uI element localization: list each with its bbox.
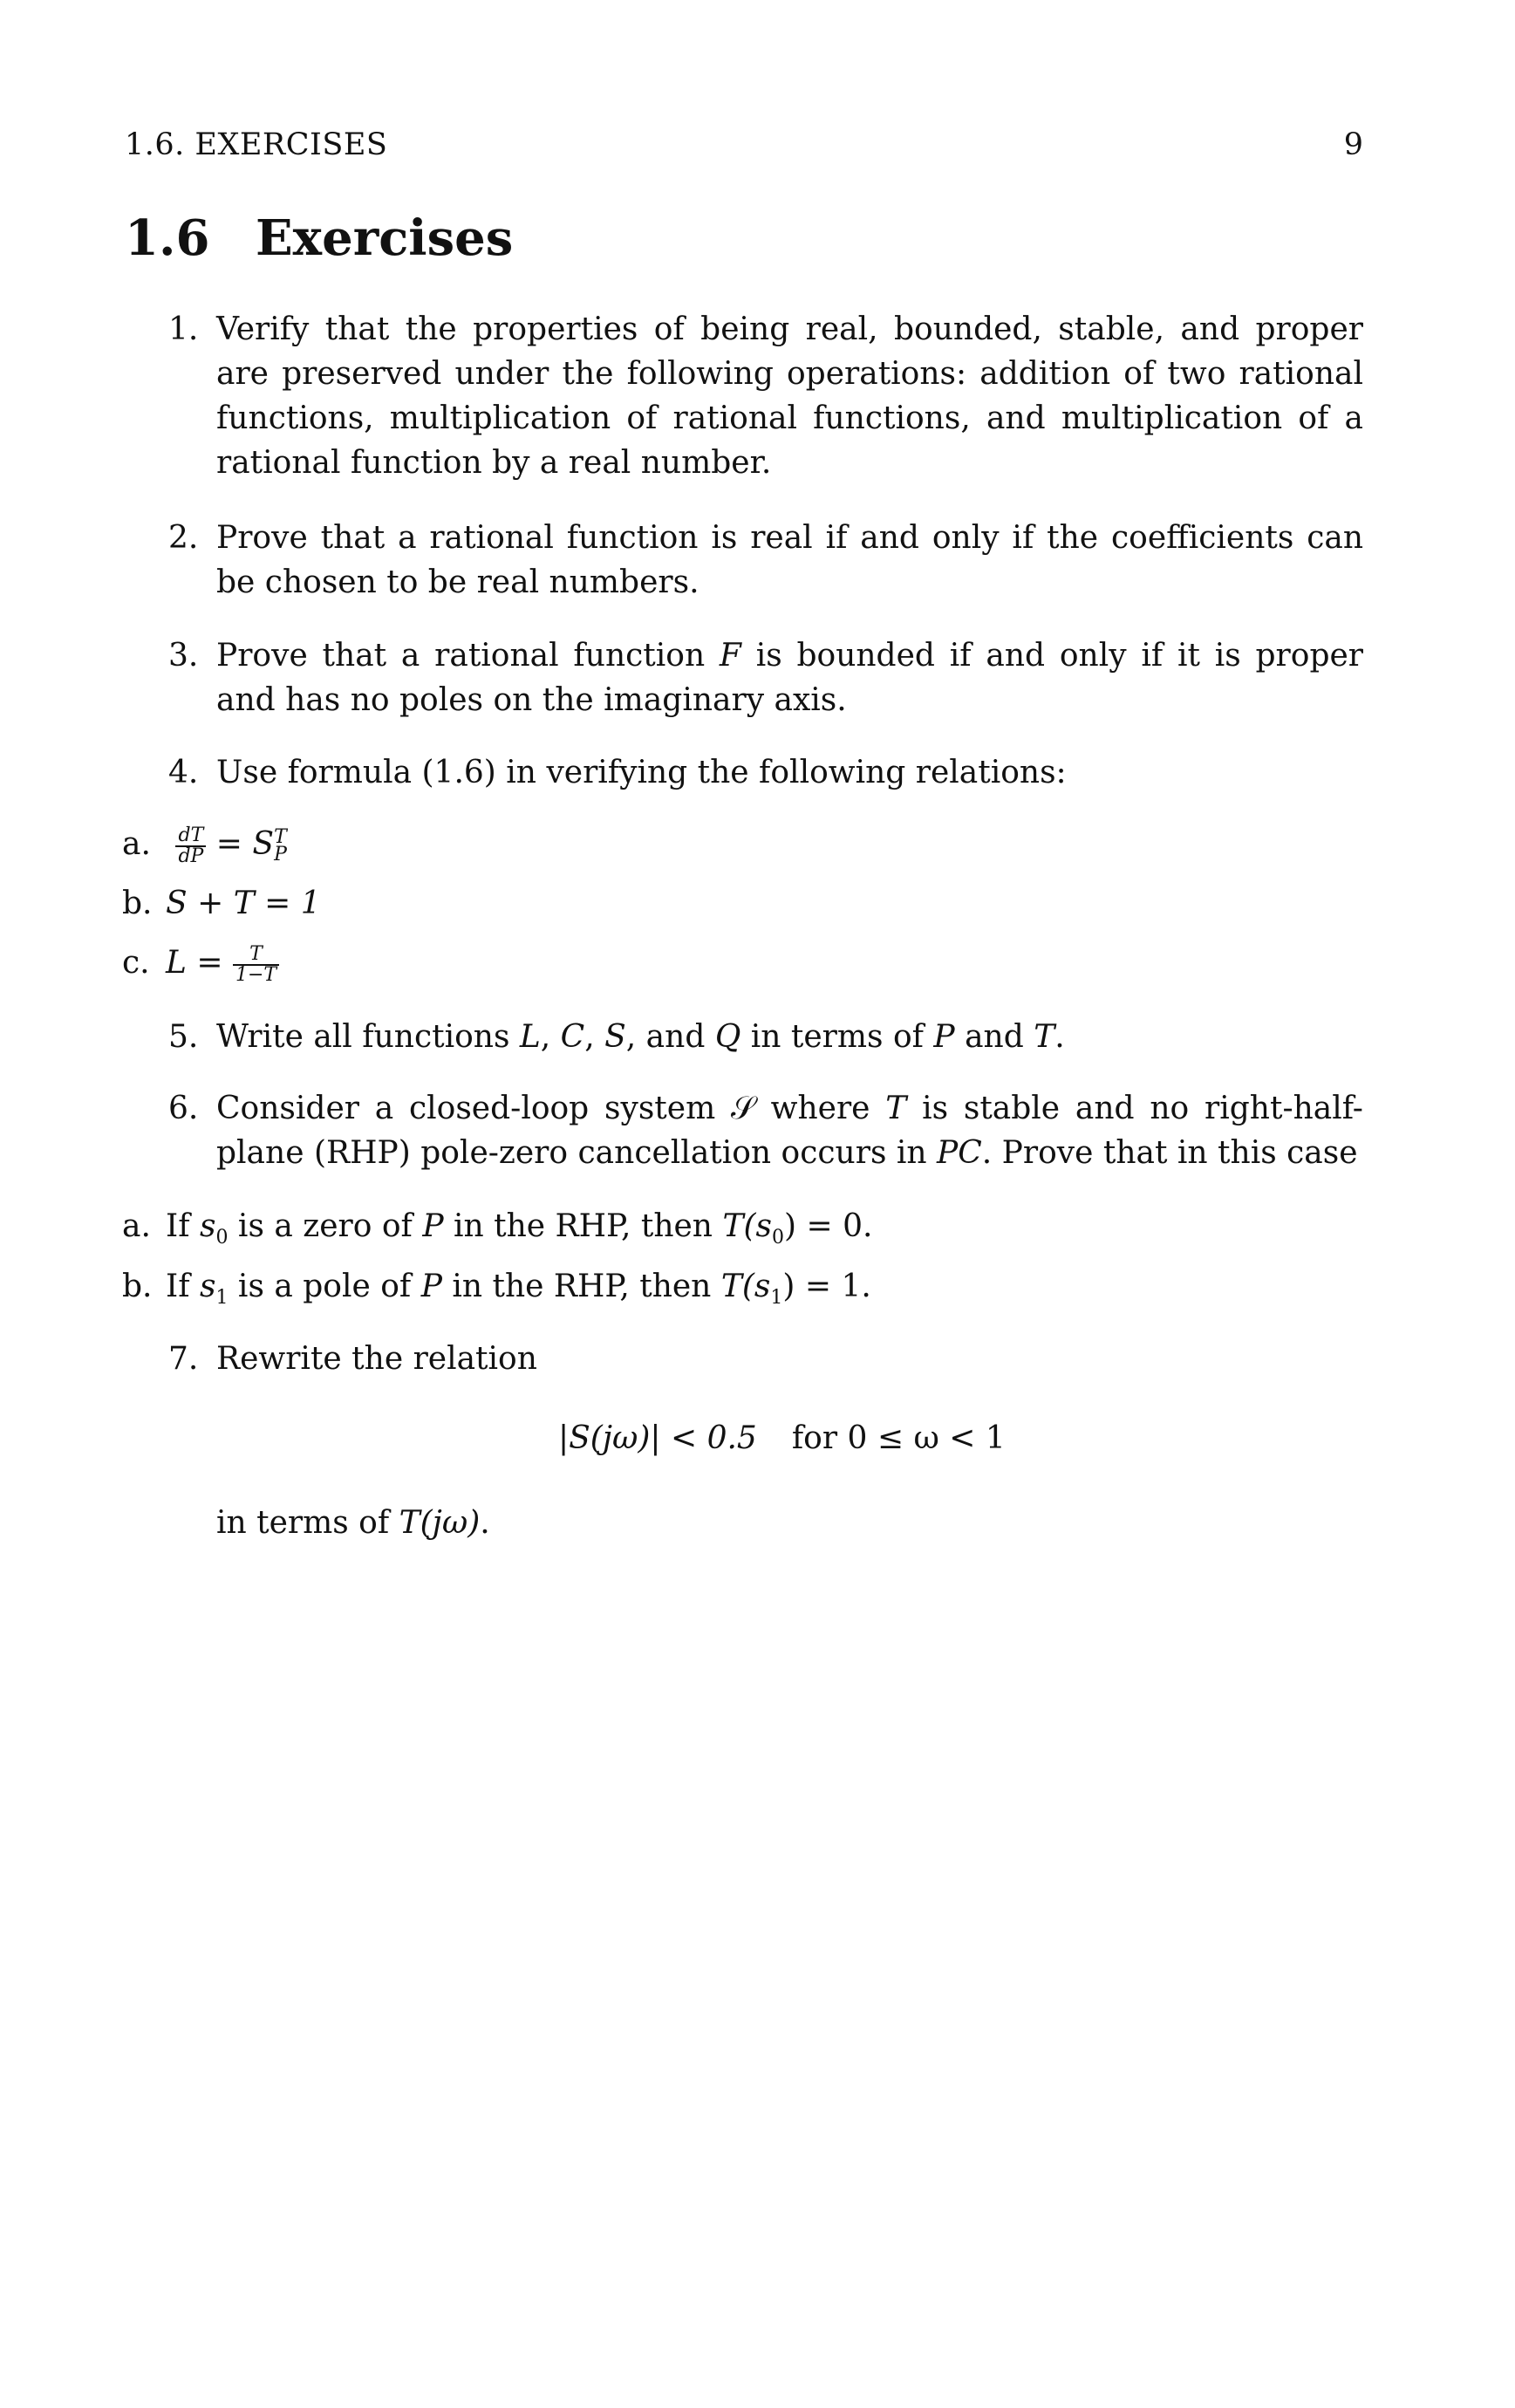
math-var: s [200, 1208, 216, 1244]
section-title: Exercises [256, 209, 514, 267]
exercise-text: Rewrite the relation [216, 1341, 537, 1377]
text-span: . [1054, 1019, 1065, 1055]
item-label: b. [122, 1269, 153, 1304]
denominator: 1−T [235, 964, 277, 986]
text-span: Consider a closed-loop system [216, 1091, 731, 1126]
math-expr: T(jω) [399, 1505, 481, 1541]
math-var: P [422, 1208, 444, 1244]
fraction [175, 826, 206, 866]
section-heading [125, 209, 513, 267]
section-number: 1.6 [125, 209, 210, 267]
item-label: a. [122, 826, 151, 862]
numerator: dT [175, 826, 206, 847]
text-span: Prove that a rational function [216, 638, 720, 674]
denominator: dP [178, 845, 204, 867]
math-var: S [252, 826, 275, 862]
text-span: If [166, 1269, 200, 1304]
exercise-7-tail [216, 1501, 490, 1545]
text-span: is a zero of [228, 1208, 423, 1244]
math-var: S [604, 1019, 626, 1055]
exercise-text [216, 1015, 1363, 1059]
header-section-label: 1.6. EXERCISES [125, 127, 388, 162]
text-span: is a pole of [228, 1269, 421, 1304]
text-span: ) = 0. [783, 1208, 873, 1244]
equals: = [206, 826, 253, 862]
text-span: , and [625, 1019, 715, 1055]
exercise-number: 3. [168, 638, 199, 674]
text-span: Write all functions [216, 1019, 520, 1055]
text-span: in terms of [740, 1019, 934, 1055]
subscript: 0 [771, 1227, 784, 1249]
math-var: Q [714, 1019, 741, 1055]
sup-sub [274, 826, 287, 865]
math-var: 𝒮 [731, 1091, 755, 1126]
superscript: T [274, 826, 287, 848]
math-var: s [200, 1269, 216, 1304]
exercise-text: Prove that a rational function is real if and only if the coefficients can be chosen to be real numbers. [216, 520, 1363, 600]
text-span: in the RHP, then [441, 1269, 721, 1304]
item-label: c. [122, 945, 150, 981]
equation-lhs: |S(jω)| < 0.5 [558, 1420, 757, 1456]
formula: S + T = 1 [166, 886, 321, 921]
subscript: 1 [215, 1287, 229, 1310]
exercise-6-item-b [122, 1264, 871, 1320]
math-var: L [166, 945, 187, 981]
text-span: and [954, 1019, 1034, 1055]
math-var: P [933, 1019, 955, 1055]
exercise-text: Verify that the properties of being real, bounded, stable, and proper are preserved under the following operations: addition of two rational functions, multiplication of rational functions, and multiplication of a rational function by a real number. [216, 311, 1363, 481]
subscript: P [274, 844, 287, 865]
text-span: , [540, 1019, 561, 1055]
text-span: ) = 1. [782, 1269, 871, 1304]
text-span: , [584, 1019, 605, 1055]
math-var: F [719, 638, 741, 674]
text-span: where [754, 1091, 886, 1126]
exercise-4-item-b [122, 881, 321, 926]
subscript: 0 [215, 1227, 229, 1249]
running-header [125, 127, 1363, 171]
exercise-number: 4. [168, 755, 199, 790]
exercise-6-item-a [122, 1204, 872, 1260]
text-span: . [480, 1505, 490, 1541]
text-span: in terms of [216, 1505, 399, 1541]
fraction [233, 945, 279, 985]
text-span: is stable and no right-half-plane (RHP) pole-zero cancellation occurs in [216, 1091, 1363, 1171]
item-label: b. [122, 886, 153, 921]
exercise-text [216, 633, 1363, 722]
math-var: T [885, 1091, 907, 1126]
math-var: C [560, 1019, 585, 1055]
exercise-text [216, 1086, 1363, 1175]
math-var: P [420, 1269, 442, 1304]
exercise-4-item-c [122, 941, 279, 985]
math-var: T [1034, 1019, 1055, 1055]
numerator: T [233, 945, 279, 966]
display-equation [558, 1416, 1006, 1461]
math-expr: T(s [722, 1208, 772, 1244]
equals: = [186, 945, 233, 981]
exercise-text: Use formula (1.6) in verifying the following relations: [216, 755, 1067, 790]
item-label: a. [122, 1208, 151, 1244]
math-var: PC [937, 1135, 982, 1171]
exercise-number: 6. [168, 1091, 199, 1126]
subscript: 1 [770, 1287, 783, 1310]
text-span: . Prove that in this case [981, 1135, 1358, 1171]
exercise-number: 7. [168, 1341, 199, 1377]
exercise-number: 1. [168, 311, 199, 347]
text-span: is bounded if and only if it is proper and has no poles on the imaginary axis. [216, 638, 1363, 718]
exercise-number: 5. [168, 1019, 199, 1055]
math-expr: T(s [720, 1269, 771, 1304]
text-span: in the RHP, then [443, 1208, 723, 1244]
exercise-number: 2. [168, 520, 199, 556]
text-span: If [166, 1208, 200, 1244]
equation-rhs: for 0 ≤ ω < 1 [791, 1420, 1006, 1456]
page-number: 9 [1343, 127, 1363, 162]
math-var: L [519, 1019, 541, 1055]
exercise-4-item-a [122, 822, 287, 866]
